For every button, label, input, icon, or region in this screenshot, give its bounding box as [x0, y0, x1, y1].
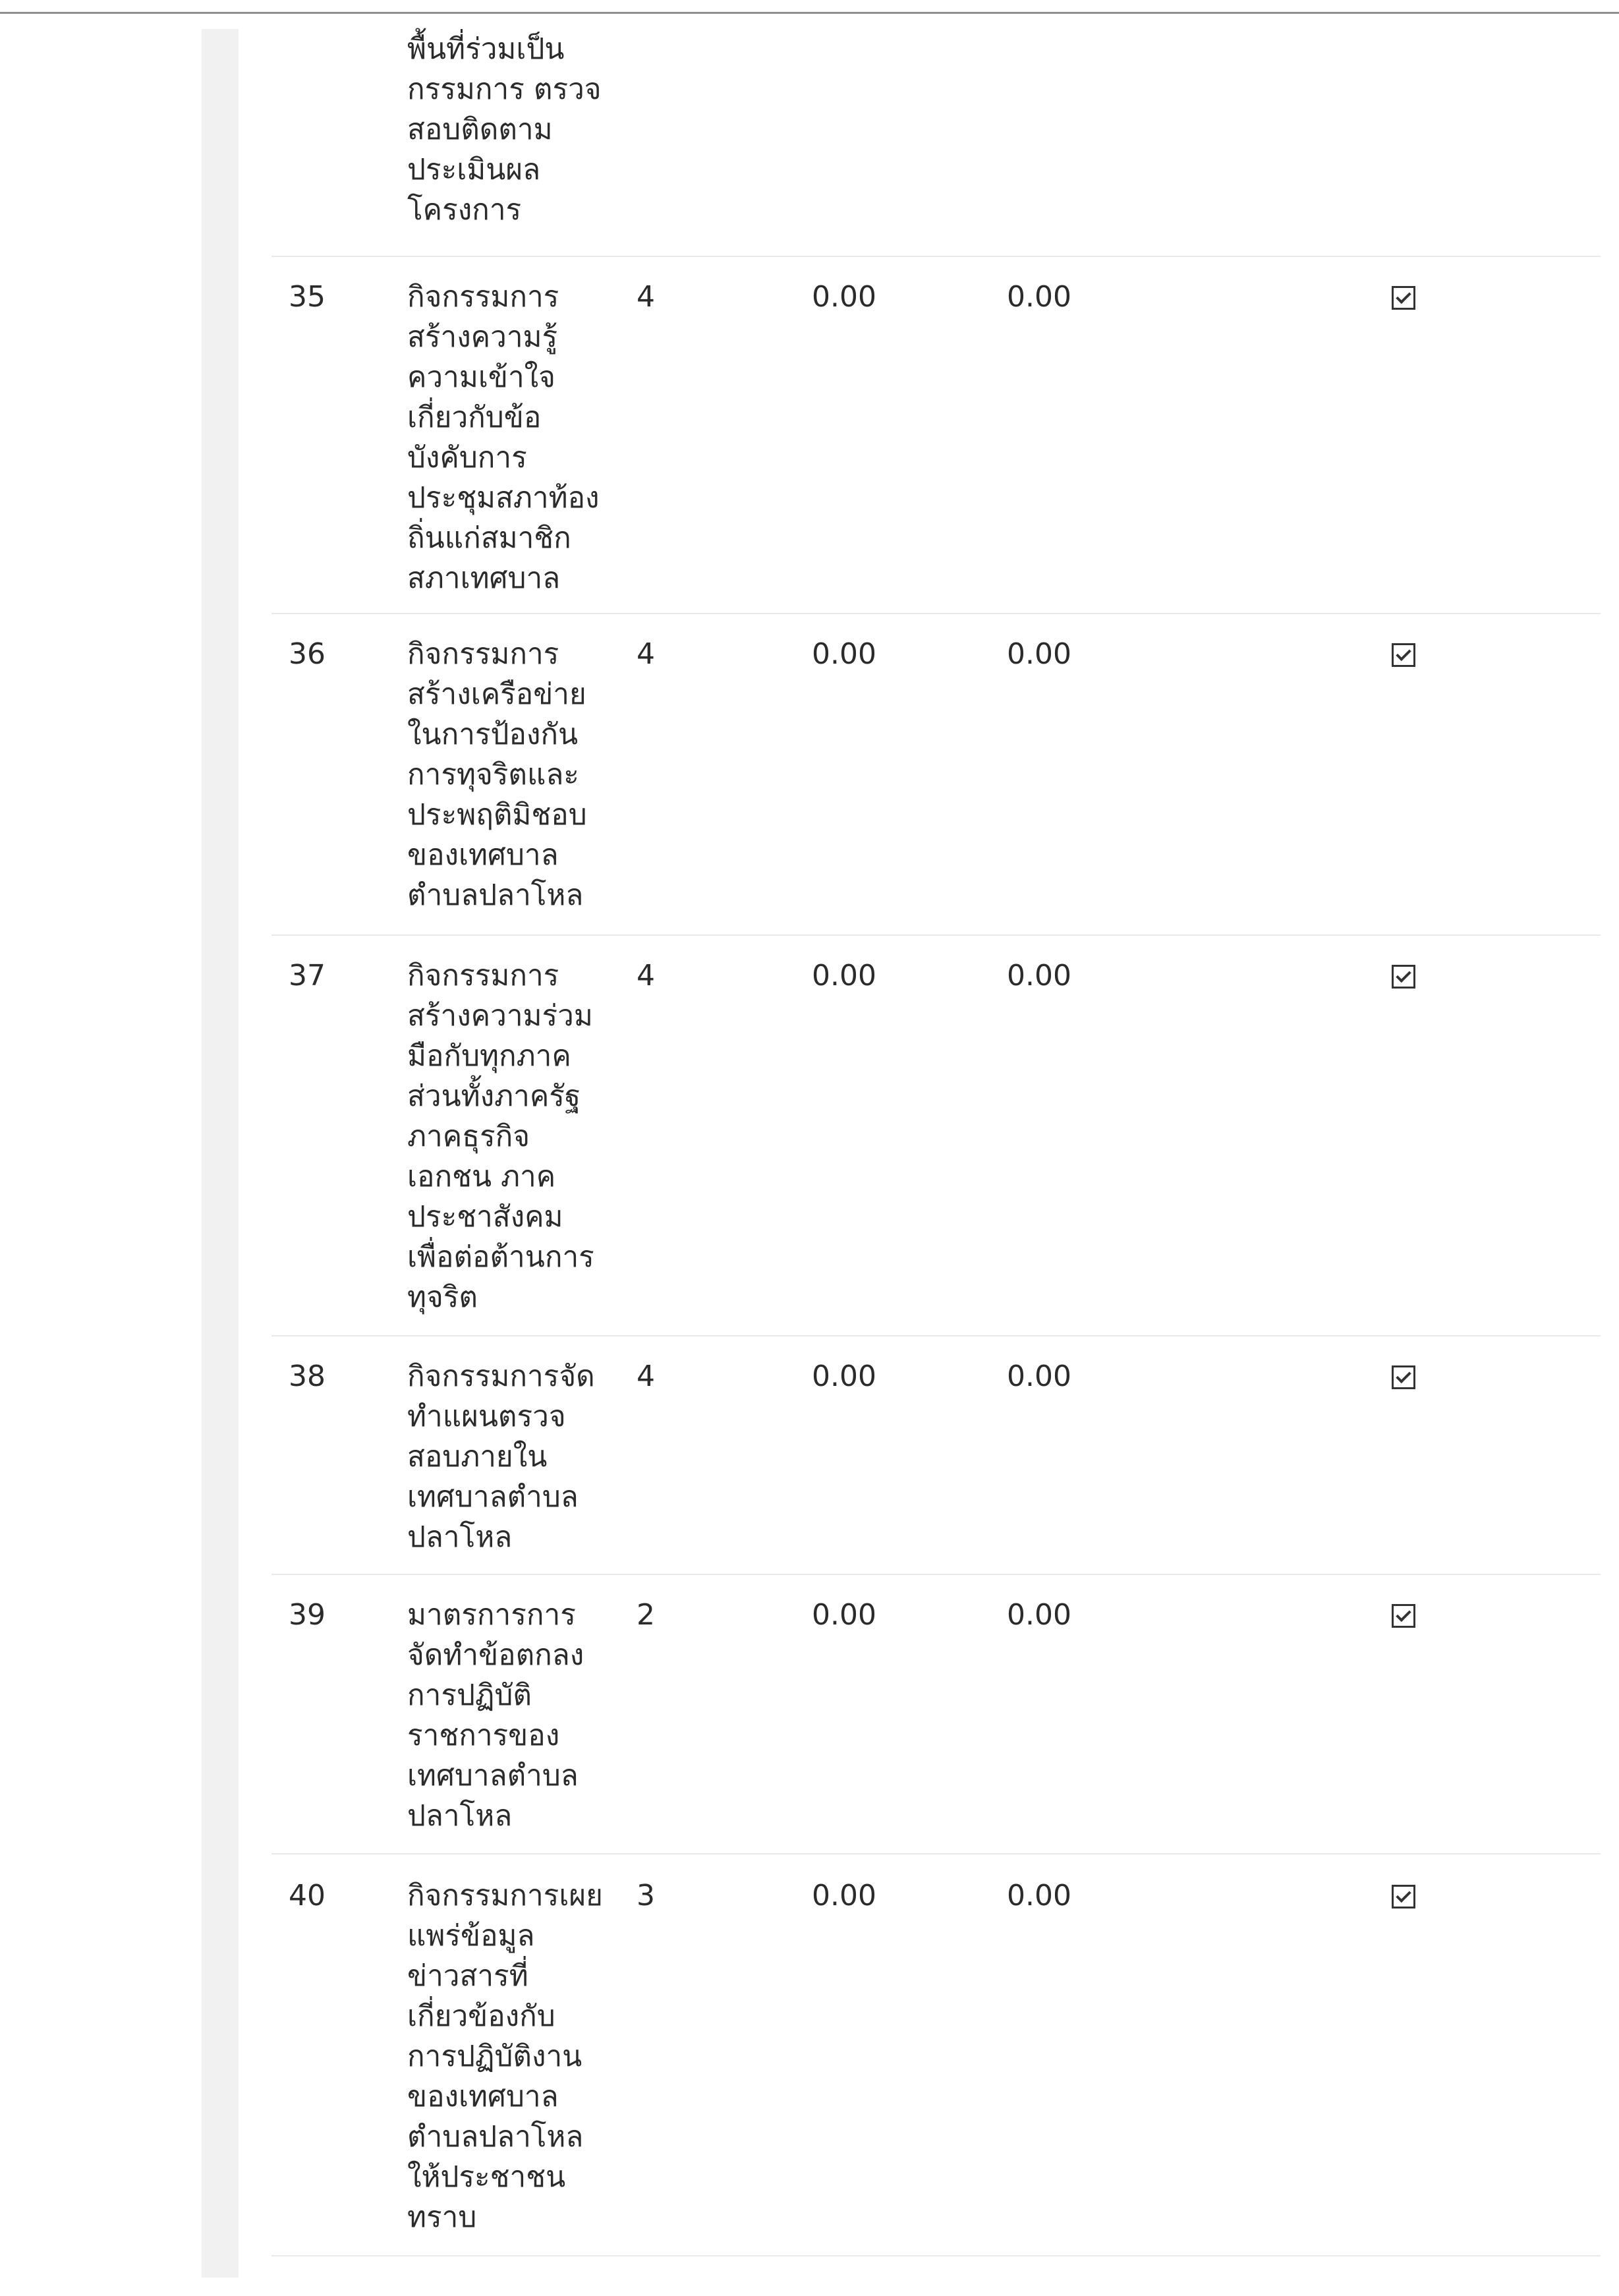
- item-value-2: 0.00: [1007, 1879, 1071, 1912]
- item-number: 37: [289, 959, 326, 992]
- item-value-2: 0.00: [1007, 637, 1071, 671]
- top-divider: [0, 12, 1619, 14]
- item-name: กิจกรรมการ สร้างความรู้ ความเข้าใจ เกี่ยวกับข้อ บังคับการ ประชุมสภาท้อง ถิ่นแก่สมาชิก สภาเทศบาล: [407, 280, 600, 595]
- checked-checkbox-icon: [1392, 1885, 1415, 1909]
- item-value-2: 0.00: [1007, 959, 1071, 992]
- item-name: พื้นที่ร่วมเป็น กรรมการ ตรวจ สอบติดตาม ประเมินผล โครงการ: [407, 32, 602, 227]
- checked-checkbox-icon: [1392, 643, 1415, 667]
- checked-checkbox-icon: [1392, 1604, 1415, 1628]
- item-number: 36: [289, 637, 326, 671]
- item-score: 4: [637, 959, 655, 992]
- table-row: [271, 277, 1601, 614]
- item-name: กิจกรรมการ สร้างเครือข่าย ในการป้องกัน การทุจริตและ ประพฤติมิชอบ ของเทศบาล ตำบลปลาโหล: [407, 637, 587, 912]
- item-name: กิจกรรมการ สร้างความร่วม มือกับทุกภาค ส่วนทั้งภาครัฐ ภาคธุรกิจ เอกชน ภาค ประชาสังคม เพื่อต่อต้านการ ทุจริต: [407, 959, 594, 1314]
- item-score: 4: [637, 1360, 655, 1393]
- table-row: [271, 956, 1601, 1336]
- table-row: [271, 1356, 1601, 1575]
- item-value-2: 0.00: [1007, 280, 1071, 314]
- left-gutter-panel: [202, 29, 239, 2278]
- table-row: [271, 29, 1601, 257]
- item-number: 38: [289, 1360, 326, 1393]
- item-value-1: 0.00: [812, 1598, 876, 1632]
- item-value-1: 0.00: [812, 959, 876, 992]
- item-value-1: 0.00: [812, 1360, 876, 1393]
- checked-checkbox-icon: [1392, 1365, 1415, 1389]
- item-name: มาตรการการ จัดทำข้อตกลง การปฏิบัติ ราชการของ เทศบาลตำบล ปลาโหล: [407, 1598, 584, 1833]
- item-value-1: 0.00: [812, 1879, 876, 1912]
- item-number: 40: [289, 1879, 326, 1912]
- item-score: 3: [637, 1879, 655, 1912]
- item-score: 2: [637, 1598, 655, 1632]
- item-name: กิจกรรมการจัด ทำแผนตรวจ สอบภายใน เทศบาลตำบล ปลาโหล: [407, 1360, 595, 1554]
- table-row: [271, 634, 1601, 936]
- item-score: 4: [637, 637, 655, 671]
- item-number: 39: [289, 1598, 326, 1632]
- checked-checkbox-icon: [1392, 286, 1415, 310]
- checked-checkbox-icon: [1392, 965, 1415, 989]
- table-row: [271, 1876, 1601, 2256]
- item-value-2: 0.00: [1007, 1598, 1071, 1632]
- item-value-2: 0.00: [1007, 1360, 1071, 1393]
- table-row: [271, 1595, 1601, 1854]
- item-name: กิจกรรมการเผย แพร่ข้อมูล ข่าวสารที่ เกี่ยวข้องกับ การปฏิบัติงาน ของเทศบาล ตำบลปลาโหล ให้ประชาชน ทราบ: [407, 1879, 603, 2234]
- item-value-1: 0.00: [812, 637, 876, 671]
- item-score: 4: [637, 280, 655, 314]
- item-value-1: 0.00: [812, 280, 876, 314]
- item-number: 35: [289, 280, 326, 314]
